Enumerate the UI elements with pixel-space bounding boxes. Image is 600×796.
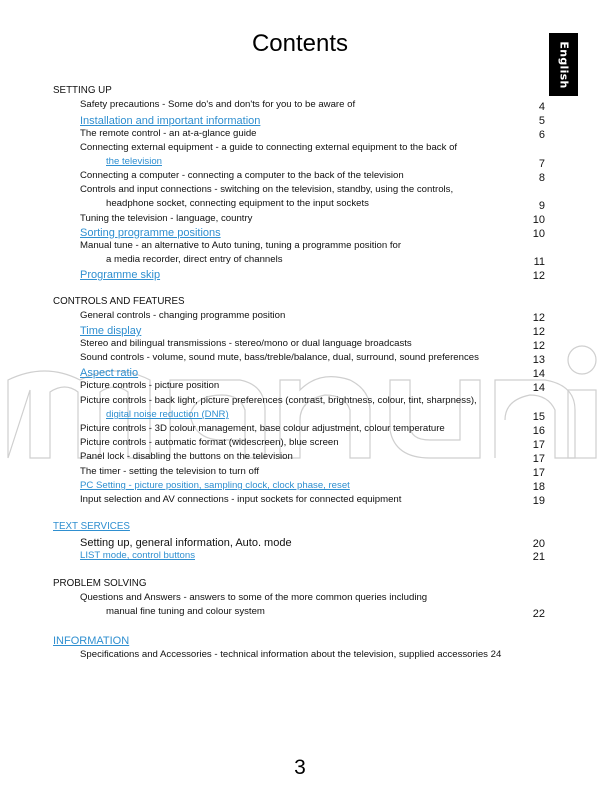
toc-page: 18	[532, 481, 545, 493]
toc-page: 12	[532, 340, 545, 352]
section-heading-text-services[interactable]: TEXT SERVICES	[53, 521, 130, 532]
toc-entry[interactable]: General controls - changing programme position	[80, 310, 286, 321]
section-heading-controls-and-features: CONTROLS AND FEATURES	[53, 296, 185, 307]
toc-entry-link[interactable]: PC Setting - picture position, sampling clock, clock phase, reset	[80, 480, 350, 491]
toc-page: 16	[532, 425, 545, 437]
toc-page: 17	[532, 453, 545, 465]
toc-entry[interactable]: Connecting a computer - connecting a computer to the back of the television	[80, 170, 404, 181]
toc-entry[interactable]: Setting up, general information, Auto. mode	[80, 537, 292, 549]
toc-page: 10	[532, 214, 545, 226]
toc-entry[interactable]: Sound controls - volume, sound mute, bass/treble/balance, dual, surround, sound preferences	[80, 352, 479, 363]
toc-page: 5	[538, 115, 545, 127]
page-number: 3	[294, 756, 306, 779]
toc-page: 17	[532, 439, 545, 451]
toc-entry-link[interactable]: Installation and important information	[80, 115, 261, 127]
toc-page: 19	[532, 495, 545, 507]
toc-entry-continuation[interactable]: headphone socket, connecting equipment to the input sockets	[106, 198, 369, 209]
toc-entry[interactable]: Picture controls - back light, picture preferences (contrast, brightness, colour, tint, sharpness),	[80, 395, 477, 406]
toc-page: 6	[538, 129, 545, 141]
toc-page: 4	[538, 101, 545, 113]
toc-entry[interactable]: Safety precautions - Some do's and don'ts for you to be aware of	[80, 99, 356, 110]
toc-entry[interactable]: The remote control - an at-a-glance guide	[80, 128, 257, 139]
toc-entry[interactable]: Manual tune - an alternative to Auto tuning, tuning a programme position for	[80, 240, 402, 251]
toc-page: 13	[532, 354, 545, 366]
toc-entry-continuation-link[interactable]: digital noise reduction (DNR)	[106, 409, 229, 420]
toc-entry-link[interactable]: Sorting programme positions	[80, 227, 221, 239]
toc-entry[interactable]: The timer - setting the television to turn off	[80, 466, 259, 477]
toc-page: 12	[532, 326, 545, 338]
toc-entry-link[interactable]: Programme skip	[80, 269, 161, 281]
toc-entry[interactable]: Panel lock - disabling the buttons on the television	[80, 451, 293, 462]
section-heading-problem-solving: PROBLEM SOLVING	[53, 578, 147, 589]
toc-entry[interactable]: Specifications and Accessories - technical information about the television, supplied accessories 24	[80, 649, 502, 660]
toc-entry[interactable]: Connecting external equipment - a guide to connecting external equipment to the back of	[80, 142, 458, 153]
toc-entry[interactable]: Picture controls - 3D colour management, base colour adjustment, colour temperature	[80, 423, 445, 434]
toc-entry[interactable]: Input selection and AV connections - input sockets for connected equipment	[80, 494, 402, 505]
section-heading-information[interactable]: INFORMATION	[53, 635, 130, 647]
toc-page: 15	[532, 411, 545, 423]
toc-page: 21	[532, 551, 545, 563]
toc-entry[interactable]: Picture controls - picture position	[80, 380, 220, 391]
section-heading-setting-up: SETTING UP	[53, 85, 112, 96]
page-title: Contents	[251, 30, 349, 57]
toc-page: 9	[538, 200, 545, 212]
toc-page: 14	[532, 382, 545, 394]
language-tab	[549, 33, 578, 96]
toc-entry[interactable]: Questions and Answers - answers to some of the more common queries including	[80, 592, 428, 603]
toc-page: 17	[532, 467, 545, 479]
toc-page: 20	[532, 538, 545, 550]
toc-entry[interactable]: Picture controls - automatic format (widescreen), blue screen	[80, 437, 339, 448]
toc-page: 7	[538, 158, 545, 170]
toc-entry[interactable]: Tuning the television - language, country	[80, 213, 253, 224]
toc-entry[interactable]: Stereo and bilingual transmissions - stereo/mono or dual language broadcasts	[80, 338, 412, 349]
toc-page: 8	[538, 172, 545, 184]
language-tab-label: English	[557, 40, 570, 89]
toc-entry-continuation[interactable]: manual fine tuning and colour system	[106, 606, 265, 617]
toc-entry-link[interactable]: Time display	[80, 325, 142, 337]
toc-page: 11	[533, 256, 545, 268]
toc-page: 10	[532, 228, 545, 240]
toc-entry[interactable]: Controls and input connections - switching on the television, standby, using the controls,	[80, 184, 454, 195]
toc-page: 22	[532, 608, 545, 620]
toc-entry-link[interactable]: LIST mode, control buttons	[80, 550, 196, 561]
toc-page: 14	[532, 368, 545, 380]
toc-page: 12	[532, 312, 545, 324]
toc-entry-continuation-link[interactable]: the television	[106, 156, 162, 167]
toc-entry-link[interactable]: Aspect ratio	[80, 367, 139, 379]
toc-entry-continuation[interactable]: a media recorder, direct entry of channels	[106, 254, 283, 265]
toc-page: 12	[532, 270, 545, 282]
